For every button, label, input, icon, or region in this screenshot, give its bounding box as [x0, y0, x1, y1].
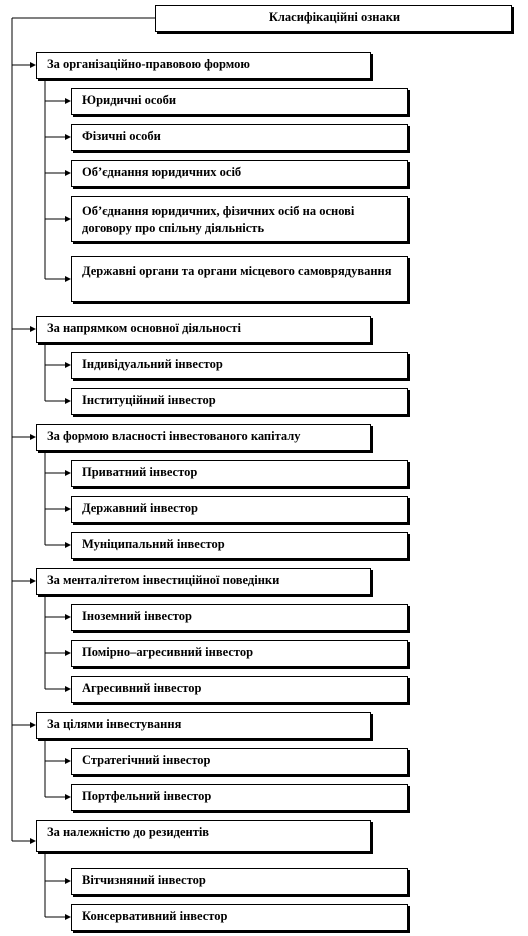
- group-box-residency: [36, 820, 371, 852]
- group-label: За організаційно-правовою формою: [47, 57, 250, 71]
- item-box: [71, 868, 408, 895]
- item-label: Приватний інвестор: [82, 465, 198, 479]
- item-box: [71, 532, 408, 559]
- item-label: Фізичні особи: [82, 129, 161, 143]
- group-box-activity-direction: [36, 316, 371, 343]
- item-label: Стратегічний інвестор: [82, 753, 211, 767]
- group-label: За формою власності інвестованого капіталу: [47, 429, 301, 443]
- item-box: [71, 460, 408, 487]
- item-box: [71, 352, 408, 379]
- group-label: За менталітетом інвестиційної поведінки: [47, 573, 280, 587]
- item-box: [71, 904, 408, 931]
- item-label: Консервативний інвестор: [82, 909, 228, 923]
- item-box: [71, 640, 408, 667]
- item-box: [71, 160, 408, 187]
- item-box: [71, 676, 408, 703]
- item-label: Інституційний інвестор: [82, 393, 216, 407]
- group-box-investment-goals: [36, 712, 371, 739]
- group-label: За напрямком основної діяльності: [47, 321, 241, 335]
- item-label: Муніципальний інвестор: [82, 537, 225, 551]
- item-label: Об’єднання юридичних осіб: [82, 165, 242, 179]
- item-label: Портфельний інвестор: [82, 789, 212, 803]
- item-label: Помірно–агресивний інвестор: [82, 645, 254, 659]
- item-label: Державний інвестор: [82, 501, 198, 515]
- item-label: Вітчизняний інвестор: [82, 873, 206, 887]
- item-box: [71, 388, 408, 415]
- item-box: [71, 784, 408, 811]
- group-box-ownership-form: [36, 424, 371, 451]
- group-label: За цілями інвестування: [47, 717, 182, 731]
- group-label: За належністю до резидентів: [47, 825, 210, 839]
- item-box: [71, 604, 408, 631]
- item-label: Індивідуальний інвестор: [82, 357, 223, 371]
- root-title: Класифікаційні ознаки: [268, 10, 401, 24]
- item-label: Юридичні особи: [82, 93, 177, 107]
- root-title-box: [155, 5, 512, 32]
- item-box: [71, 748, 408, 775]
- item-label: Об’єднання юридичних, фізичних осіб на основі договору про спільну діяльність: [82, 204, 355, 235]
- group-box-legal-form: [36, 52, 371, 79]
- item-box: [71, 496, 408, 523]
- group-box-investment-mentality: [36, 568, 371, 595]
- item-box: [71, 256, 408, 302]
- item-box: [71, 196, 408, 242]
- item-box: [71, 88, 408, 115]
- item-box: [71, 124, 408, 151]
- item-label: Агресивний інвестор: [82, 681, 202, 695]
- item-label: Іноземний інвестор: [82, 609, 192, 623]
- item-label: Державні органи та органи місцевого самоврядування: [82, 264, 392, 278]
